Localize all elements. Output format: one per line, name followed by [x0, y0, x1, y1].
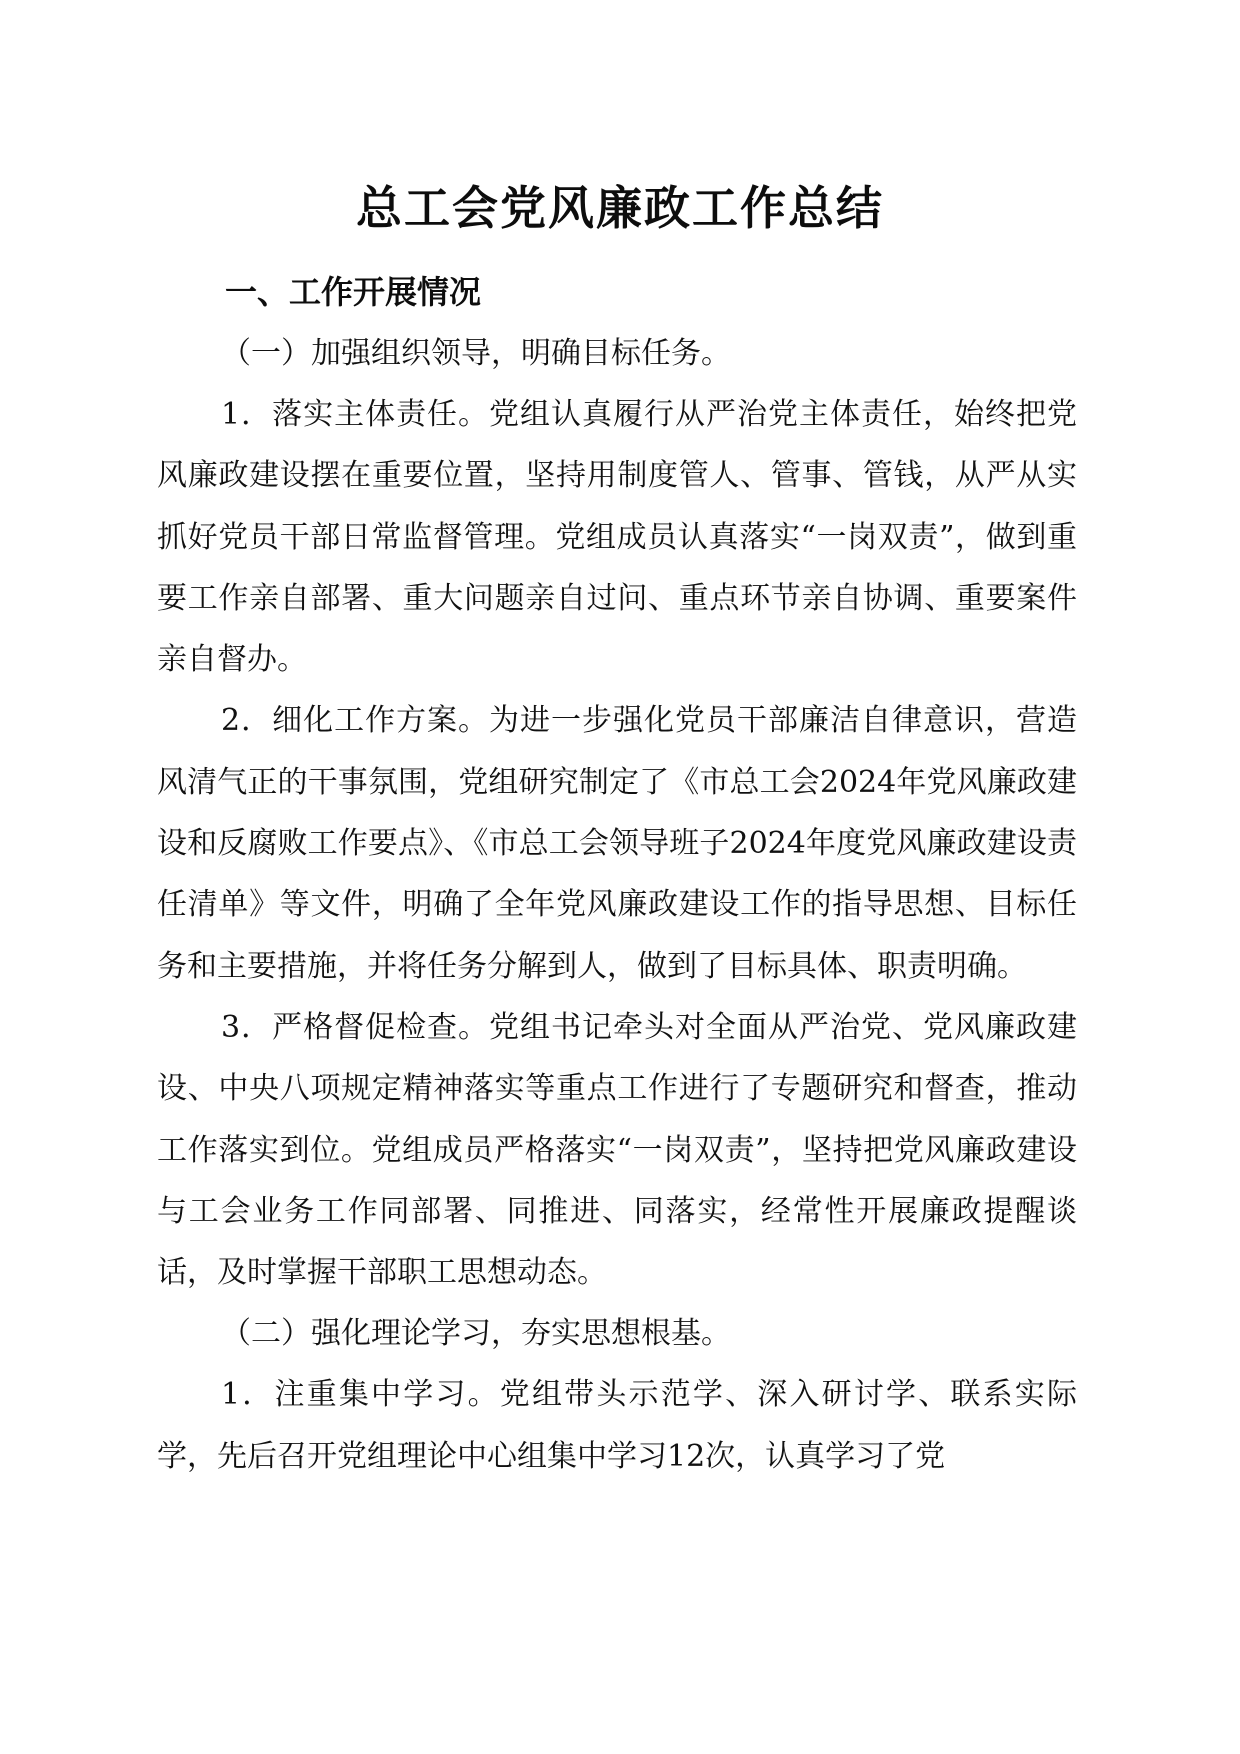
paragraph-supervision: 3．严格督促检查。党组书记牵头对全面从严治党、党风廉政建设、中央八项规定精神落实等重点工作进行了专题研究和督查，推动工作落实到位。党组成员严格落实“一岗双责”，坚持把党风廉政建设与工会业务工作同部署、同推进、同落实，经常性开展廉政提醒谈话，及时掌握干部职工思想动态。 [157, 1009, 1077, 1291]
paragraph-work-plan: 2．细化工作方案。为进一步强化党员干部廉洁自律意识，营造风清气正的干事氛围，党组研究制定了《市总工会2024年党风廉政建设和反腐败工作要点》、《市总工会领导班子2024年度党风廉政建设责任清单》等文件，明确了全年党风廉政建设工作的指导思想、目标任务和主要措施，并将任务分解到人，做到了目标具体、职责明确。 [157, 703, 1077, 984]
document-body [157, 262, 1077, 1487]
document-title: 总工会党风廉政工作总结 [356, 181, 884, 235]
paragraph-centralized-study: 1．注重集中学习。党组带头示范学、深入研讨学、联系实际学，先后召开党组理论中心组集中学习12次，认真学习了党 [157, 1377, 1077, 1474]
section-heading-work-status: 一、工作开展情况 [225, 273, 482, 311]
subsection-heading-theory-study: （二）强化理论学习，夯实思想根基。 [221, 1316, 731, 1352]
subsection-heading-organization: （一）加强组织领导，明确目标任务。 [221, 336, 731, 371]
paragraph-main-responsibility: 1．落实主体责任。党组认真履行从严治党主体责任，始终把党风廉政建设摆在重要位置，坚持用制度管人、管事、管钱，从严从实抓好党员干部日常监督管理。党组成员认真落实“一岗双责”，做到重要工作亲自部署、重大问题亲自过问、重点环节亲自协调、重要案件亲自督办。 [157, 397, 1077, 678]
